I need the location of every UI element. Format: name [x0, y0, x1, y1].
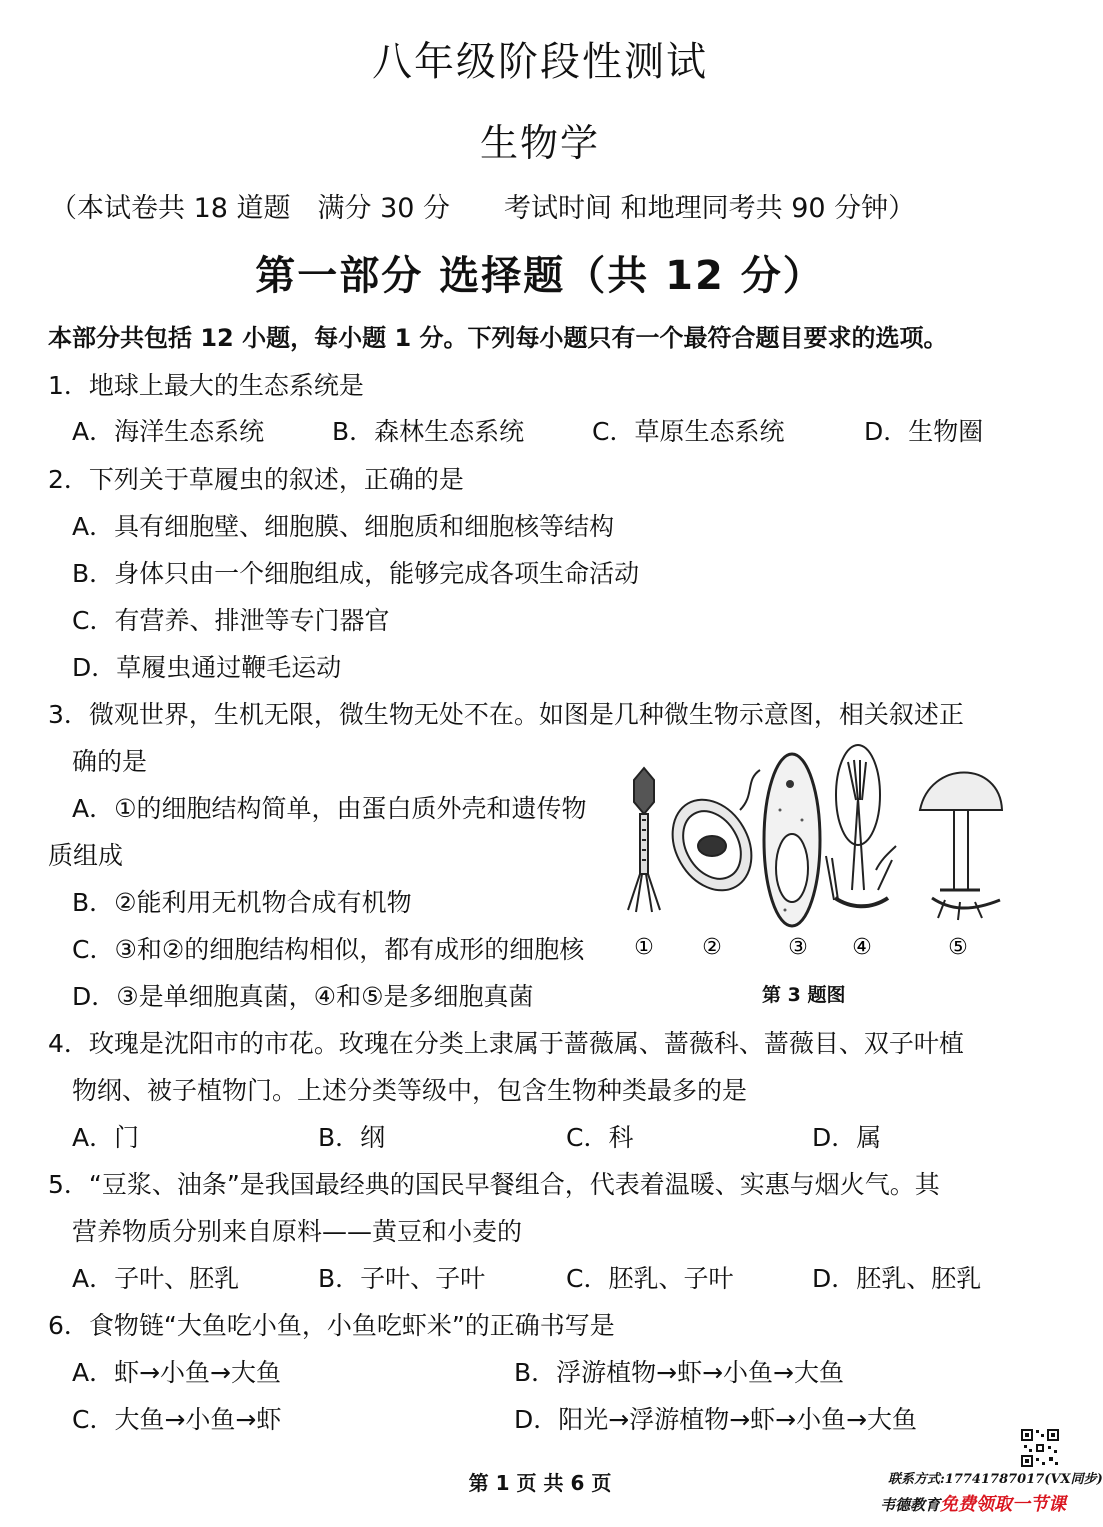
question-1-option-c: C．草原生态系统	[592, 417, 785, 446]
question-6-option-d: D．阳光→浮游植物→虾→小鱼→大鱼	[514, 1405, 918, 1434]
contact-info: 联系方式:17741787017(VX同步)	[888, 1472, 1103, 1487]
question-2-option-b: B．身体只由一个细胞组成，能够完成各项生命活动	[72, 559, 640, 588]
question-2-option-d: D．草履虫通过鞭毛运动	[72, 653, 342, 682]
question-6-option-c: C．大鱼→小鱼→虾	[72, 1405, 282, 1434]
microorganism-figure	[620, 740, 1020, 970]
question-4-option-c: C．科	[566, 1123, 634, 1152]
question-3-stem-line1: 3．微观世界，生机无限，微生物无处不在。如图是几种微生物示意图，相关叙述正	[48, 700, 964, 729]
question-1-option-b: B．森林生态系统	[332, 417, 525, 446]
figure-label-4: ④	[852, 935, 872, 960]
question-5-stem-line1: 5．“豆浆、油条”是我国最经典的国民早餐组合，代表着温暖、实惠与烟火气。其	[48, 1170, 940, 1199]
question-3-stem-line2: 确的是	[72, 747, 148, 776]
figure-caption: 第 3 题图	[762, 984, 846, 1006]
page-number: 第 1 页 共 6 页	[468, 1471, 612, 1495]
mushroom-drawing	[920, 773, 1002, 921]
figure-label-5: ⑤	[948, 935, 968, 960]
question-5-option-d: D．胚乳、胚乳	[812, 1264, 982, 1293]
question-3-option-d: D．③是单细胞真菌，④和⑤是多细胞真菌	[72, 982, 534, 1011]
mold-drawing	[826, 745, 896, 906]
question-6-stem: 6．食物链“大鱼吃小鱼，小鱼吃虾米”的正确书写是	[48, 1311, 615, 1340]
question-6-option-b: B．浮游植物→虾→小鱼→大鱼	[514, 1358, 844, 1387]
question-4-stem-line1: 4．玫瑰是沈阳市的市花。玫瑰在分类上隶属于蔷薇属、蔷薇科、蔷薇目、双子叶植	[48, 1029, 964, 1058]
bacterium-drawing	[657, 770, 767, 905]
question-4-option-b: B．纲	[318, 1123, 386, 1152]
promo-banner	[880, 1490, 1066, 1516]
brand-name: 韦德教育	[880, 1496, 941, 1514]
figure-label-1: ①	[634, 935, 654, 960]
question-2-option-a: A．具有细胞壁、细胞膜、细胞质和细胞核等结构	[72, 512, 615, 541]
question-4-stem-line2: 物纲、被子植物门。上述分类等级中，包含生物种类最多的是	[72, 1076, 748, 1105]
yeast-cell-drawing	[764, 754, 820, 926]
question-5-option-b: B．子叶、子叶	[318, 1264, 486, 1293]
question-6-option-a: A．虾→小鱼→大鱼	[72, 1358, 281, 1387]
question-4-option-d: D．属	[812, 1123, 882, 1152]
bacteriophage-drawing	[628, 768, 660, 912]
exam-title: 八年级阶段性测试	[372, 39, 708, 85]
exam-info: （本试卷共 18 道题 满分 30 分 考试时间 和地理同考共 90 分钟）	[50, 193, 916, 224]
question-5-option-c: C．胚乳、子叶	[566, 1264, 734, 1293]
section-instructions: 本部分共包括 12 小题，每小题 1 分。下列每小题只有一个最符合题目要求的选项。	[48, 324, 948, 352]
question-1-option-a: A．海洋生态系统	[72, 417, 265, 446]
question-3-option-a-line1: A．①的细胞结构简单，由蛋白质外壳和遗传物	[72, 794, 587, 823]
qr-code-icon	[1020, 1428, 1060, 1468]
question-2-option-c: C．有营养、排泄等专门器官	[72, 606, 390, 635]
question-3-option-a-line2: 质组成	[48, 841, 124, 870]
question-4-option-a: A．门	[72, 1123, 140, 1152]
question-1-option-d: D．生物圈	[864, 417, 984, 446]
figure-label-3: ③	[788, 935, 808, 960]
question-2-stem: 2．下列关于草履虫的叙述，正确的是	[48, 465, 464, 494]
question-5-option-a: A．子叶、胚乳	[72, 1264, 240, 1293]
subject-title: 生物学	[479, 121, 600, 165]
question-3-option-b: B．②能利用无机物合成有机物	[72, 888, 412, 917]
section-title: 第一部分 选择题（共 12 分）	[255, 253, 825, 299]
figure-label-2: ②	[702, 935, 722, 960]
question-5-stem-line2: 营养物质分别来自原料——黄豆和小麦的	[72, 1217, 523, 1246]
question-3-option-c: C．③和②的细胞结构相似，都有成形的细胞核	[72, 935, 585, 964]
question-1-stem: 1．地球上最大的生态系统是	[48, 371, 364, 400]
promo-slogan: 免费领取一节课	[940, 1494, 1067, 1515]
